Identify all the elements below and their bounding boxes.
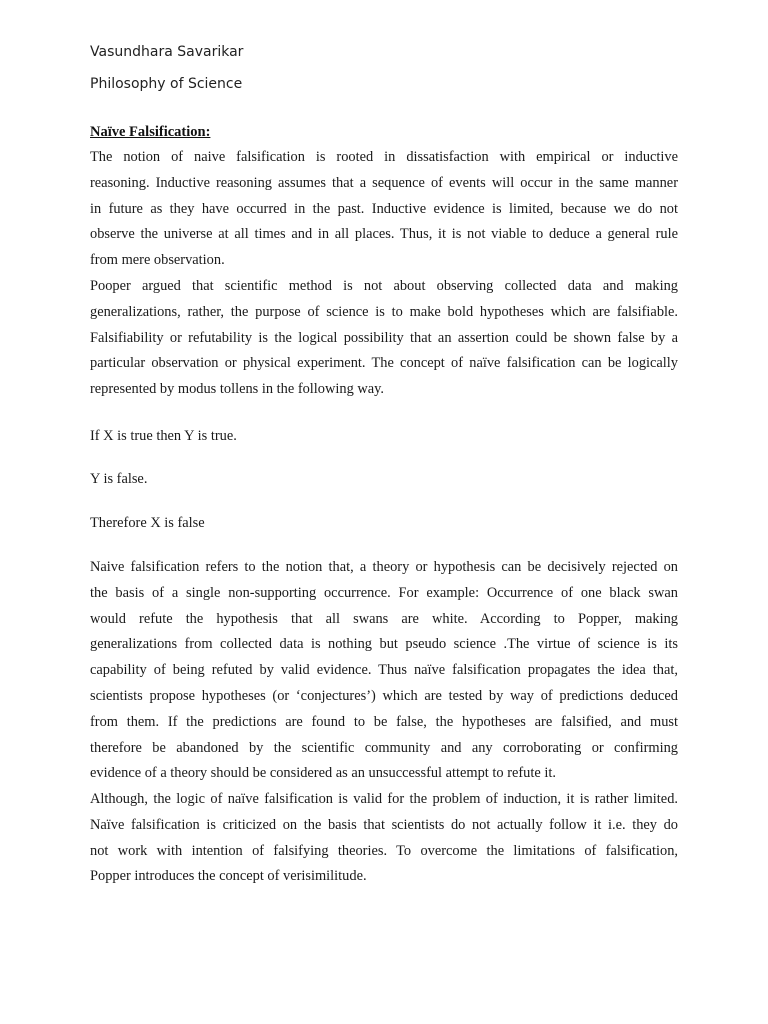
paragraph-line: therefore be abandoned by the scientific community and any corroborating or confirming [90, 739, 678, 756]
paragraph-line: Naive falsification refers to the notion that, a theory or hypothesis can be decisively rejected on [90, 559, 678, 575]
paragraph-line: generalizations, rather, the purpose of science is to make bold hypotheses which are falsifiable. [90, 303, 678, 320]
paragraph-line: capability of being refuted by valid evidence. Thus naïve falsification propagates the idea that, [90, 662, 678, 679]
paragraph-line: would refute the hypothesis that all swans are white. According to Popper, making [90, 610, 678, 627]
paragraph-line: Popper introduces the concept of verisimilitude. [90, 868, 367, 885]
paragraph-line: evidence of a theory should be considered as an unsuccessful attempt to refute it. [90, 765, 556, 782]
logic-conclusion: Therefore X is false [90, 515, 205, 531]
paragraph-line: represented by modus tollens in the following way. [90, 381, 385, 398]
paragraph-induction [90, 145, 678, 274]
section-heading: Naïve Falsification: [90, 124, 211, 140]
paragraph-line: Falsifiability or refutability is the logical possibility that an assertion could be shown false by a [90, 329, 678, 346]
paragraph-limitations [90, 787, 678, 890]
paragraph-line: not work with intention of falsifying theories. To overcome the limitations of falsification, [90, 842, 678, 859]
paragraph-line: particular observation or physical experiment. The concept of naïve falsification can be logically [90, 355, 678, 372]
paragraph-line: from mere observation. [90, 252, 225, 269]
paragraph-line: reasoning. Inductive reasoning assumes that a sequence of events will occur in the same manner [90, 174, 678, 191]
course-title: Philosophy of Science [90, 76, 243, 92]
paragraph-line: observe the universe at all times and in all places. Thus, it is not viable to deduce a general rule [90, 226, 678, 243]
paragraph-line: from them. If the predictions are found to be false, the hypotheses are falsified, and must [90, 713, 678, 730]
paragraph-line: scientists propose hypotheses (or ‘conjectures’) which are tested by way of predictions deduced [90, 687, 678, 704]
paragraph-line: Pooper argued that scientific method is not about observing collected data and making [90, 278, 678, 294]
logic-premise-2: Y is false. [90, 471, 148, 487]
paragraph-line: The notion of naive falsification is rooted in dissatisfaction with empirical or inductive [90, 149, 678, 165]
author-name: Vasundhara Savarikar [90, 44, 244, 60]
logic-premise-1: If X is true then Y is true. [90, 428, 237, 444]
paragraph-line: in future as they have occurred in the past. Inductive evidence is limited, because we do not [90, 200, 678, 217]
paragraph-popper [90, 274, 678, 403]
paragraph-line: Although, the logic of naïve falsification is valid for the problem of induction, it is rather limited. [90, 791, 678, 807]
paragraph-line: the basis of a single non-supporting occurrence. For example: Occurrence of one black swan [90, 584, 678, 601]
paragraph-line: Naïve falsification is criticized on the basis that scientists do not actually follow it i.e. they do [90, 816, 678, 833]
paragraph-line: generalizations from collected data is nothing but pseudo science .The virtue of science is its [90, 636, 678, 653]
paragraph-naive-falsification [90, 555, 678, 787]
